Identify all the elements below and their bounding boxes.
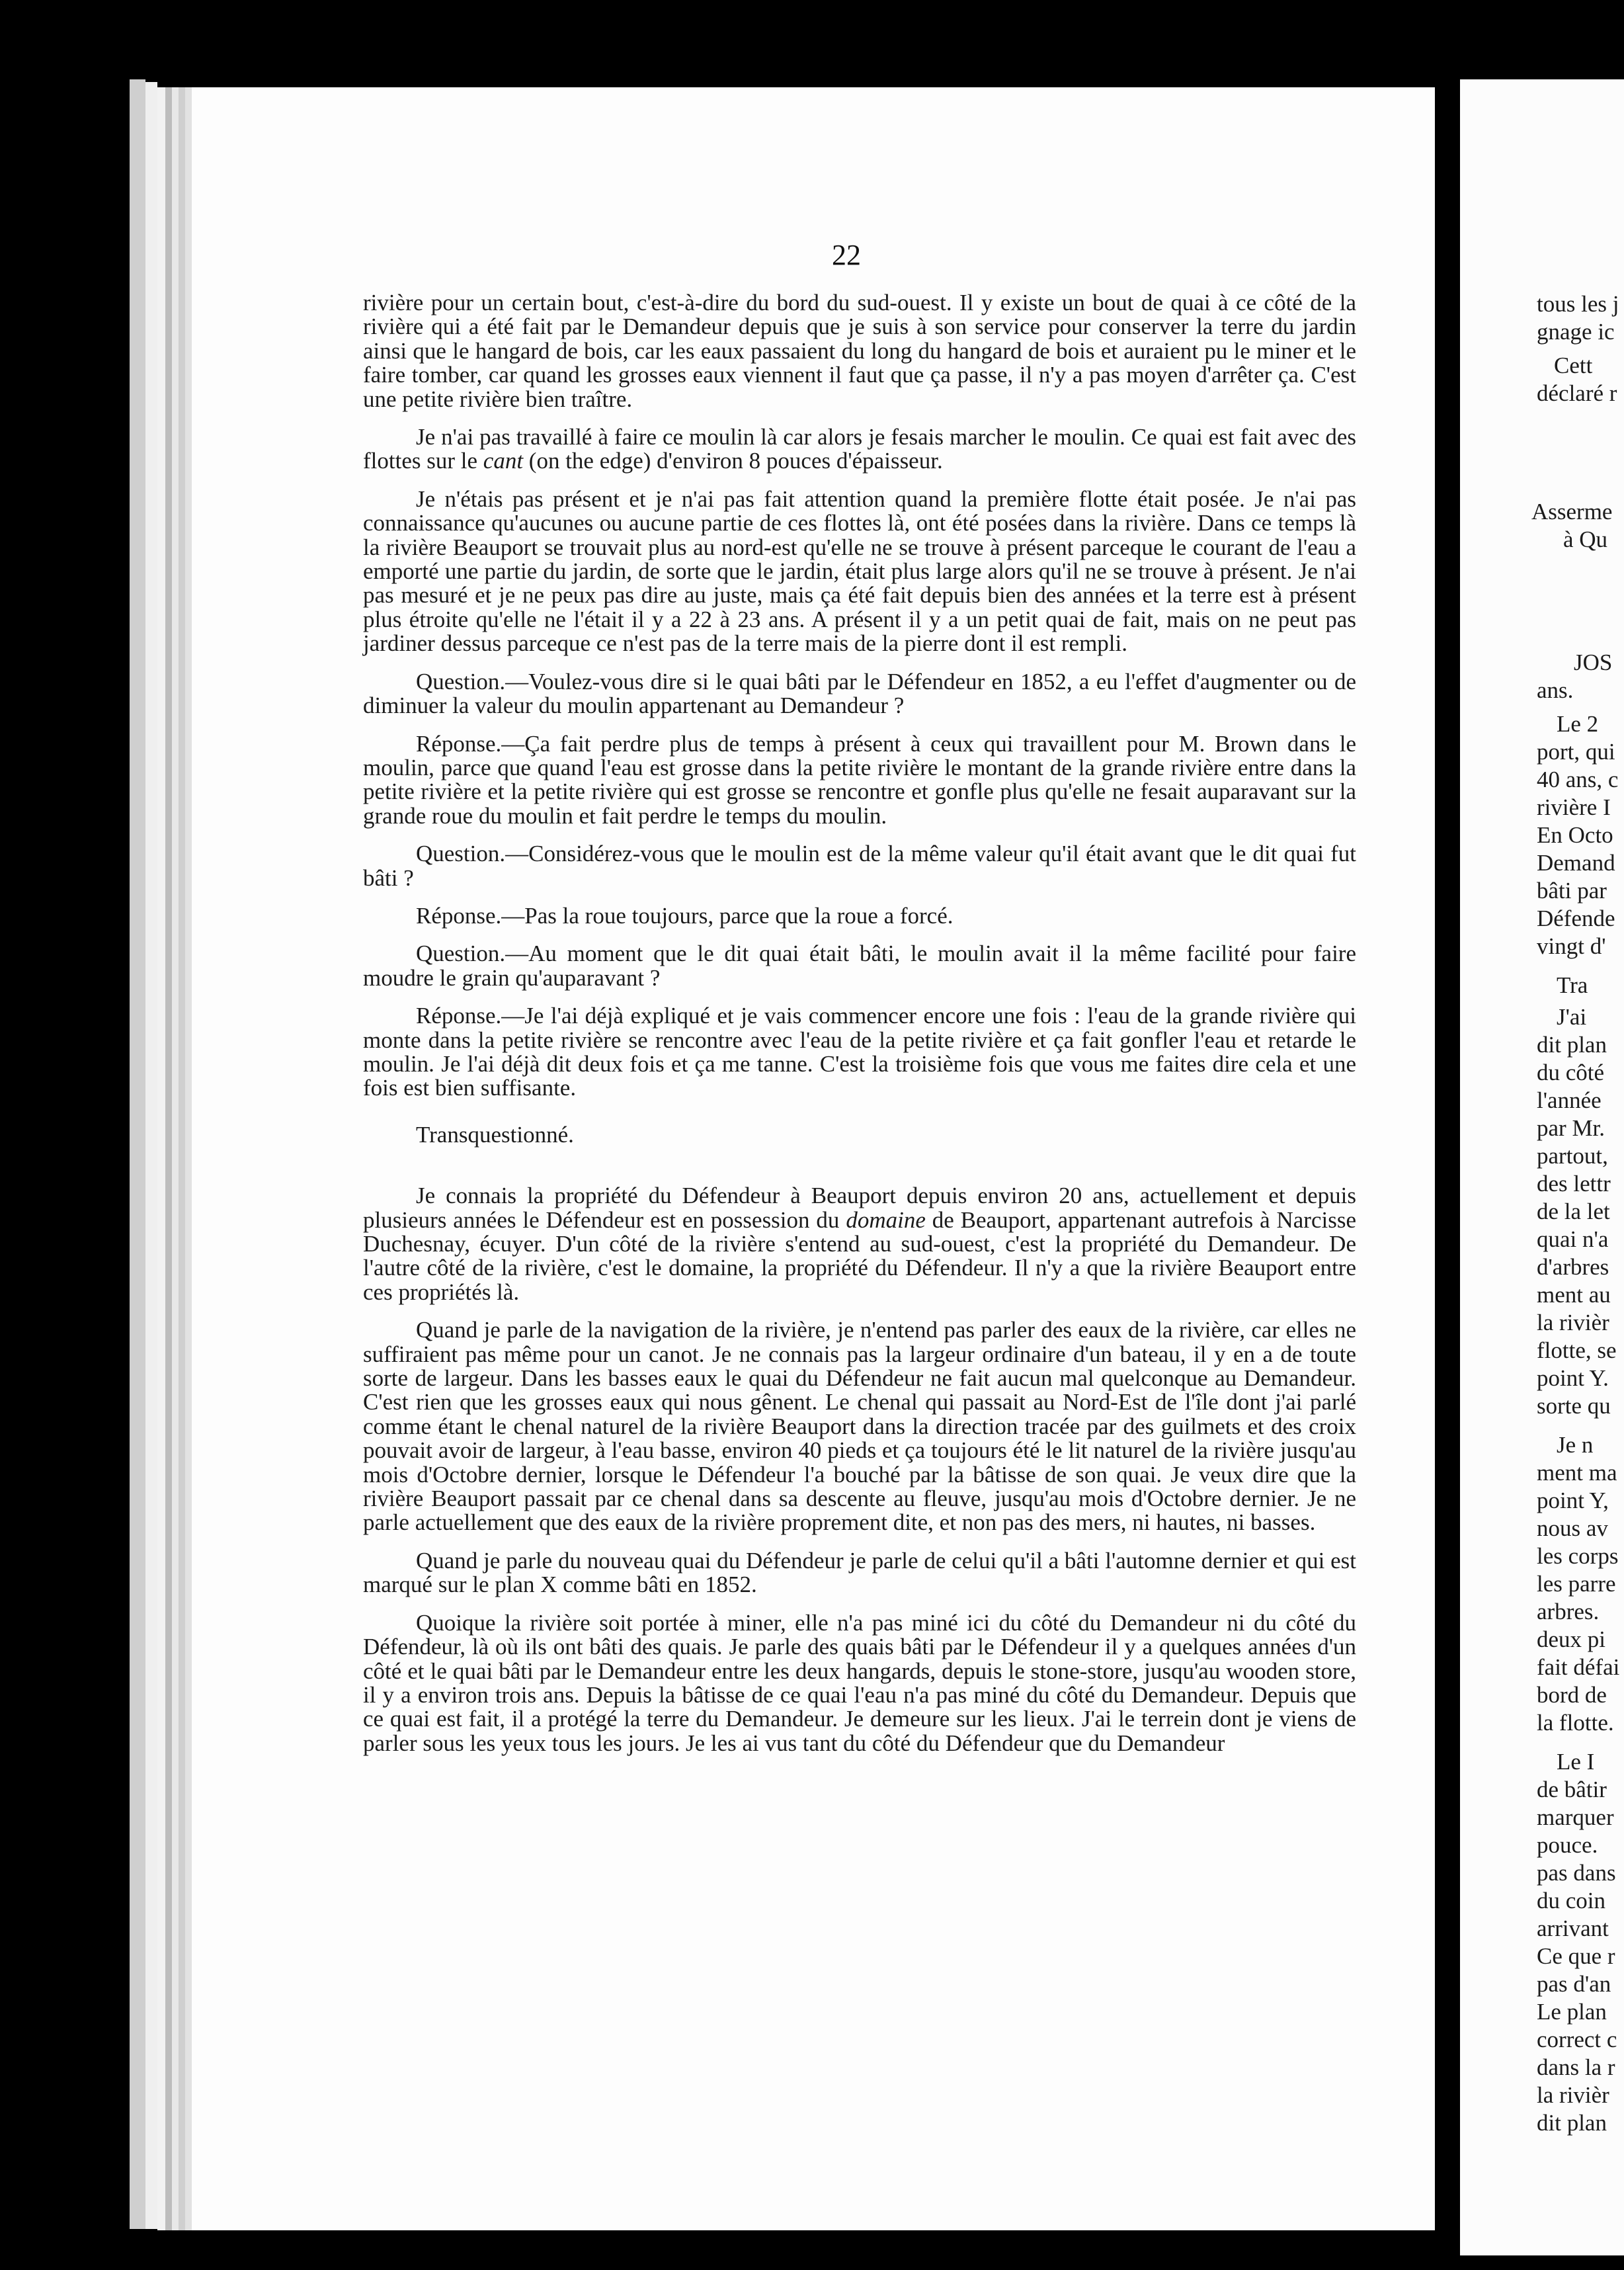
paragraph: Quand je parle de la navigation de la rivière, je n'entend pas parler des eaux de la rivière, car elles ne suffiraient pas même pour un canot. Je ne connais pas la largeur ordinaire d'un bateau, il y en a de toute sorte de largeur. Dans les basses eaux le quai du Défendeur ne fait aucun mal quelconque au Demandeur. C'est rien que les grosses eaux qui nous gênent. Le chenal qui passait au Nord-Est de l'île dont j'ai parlé comme étant le chenal naturel de la rivière Beauport dans la direction tracée par des guilmets et des croix pouvait avoir de largeur, à l'eau basse, environ 40 pieds et ça toujours été le lit naturel de la rivière jusqu'au mois d'Octobre dernier, lorsque le Défendeur l'a bouché par la bâtisse de son quai. Je veux dire que la rivière Beauport passait par ce chenal dans sa descente au fleuve, jusqu'au mois d'Octobre dernier. Je ne parle actuellement que des eaux de la rivière proprement dite, et non pas des mers, ni hautes, ni basses. [363,1317,1356,1536]
right-page-line: Ce que r [1537,1943,1615,1969]
right-page-line: tous les j [1537,291,1619,317]
paragraph [363,425,1356,474]
paragraph: rivière pour un certain bout, c'est-à-dire du bord du sud-ouest. Il y existe un bout de quai à ce côté de la rivière qui a été fait par le Demandeur depuis que je suis à son service pour conserver la terre du jardin ainsi que le hangard de bois, car les eaux passaient du long du hangard de bois et auraient pu le miner et le faire tomber, car quand les grosses eaux viennent il faut que ça passe, il n'y a pas moyen d'arrêter ça. C'est une petite rivière bien traître. [363,290,1356,412]
right-page-line: les parre [1537,1571,1616,1597]
right-page-line: pouce. [1537,1832,1598,1858]
right-page-line: d'arbres [1537,1254,1609,1280]
body-text [363,291,1356,1769]
right-page-line: dans la r [1537,2054,1615,2080]
right-page-line: sorte qu [1537,1393,1611,1419]
right-page-line: par Mr. [1537,1115,1605,1141]
right-page-line: du coin [1537,1888,1606,1913]
paragraph: Quand je parle du nouveau quai du Défendeur je parle de celui qu'il a bâti l'automne dernier et qui est marqué sur le plan X comme bâti en 1852. [363,1547,1356,1598]
right-page-line: partout, [1537,1143,1608,1169]
paragraph: Question.—Au moment que le dit quai était bâti, le moulin avait il la même facilité pour faire moudre le grain qu'auparavant ? [363,941,1356,991]
right-page-line: pas dans [1537,1860,1616,1886]
right-page-line: arrivant [1537,1915,1609,1941]
right-page-line: En Octo [1537,822,1613,848]
right-page-line: Le I [1557,1749,1595,1775]
right-page-line: Tra [1557,972,1588,998]
paragraph: Quoique la rivière soit portée à miner, elle n'a pas miné ici du côté du Demandeur ni du côté du Défendeur, là où ils ont bâti des quais. Je parle des quais bâti par le Défendeur il y a quelques années d'un côté et le quai bâti par le Demandeur entre les deux hangards, depuis le stone-store, jusqu'au wooden store, il y a environ trois ans. Depuis la bâtisse de ce quai l'eau n'a pas miné du côté du Demandeur. Depuis que ce quai est fait, il a protégé la terre du Demandeur. Je demeure sur les lieux. J'ai le terrein dont je viens de parler sous les yeux tous les jours. Je les ai vus tant du côté du Défendeur que du Demandeur [363,1609,1356,1756]
right-page-line: Asserme [1531,499,1613,525]
paragraph [363,1184,1356,1304]
paragraph-text: Je n'ai pas travaillé à faire ce moulin là car alors je fesais marcher le moulin. Ce quai est fait avec des flottes sur le cant (on the edge) d'environ 8 pouces d'épaisseur. [363,424,1356,474]
right-page-line: la flotte. [1537,1710,1614,1736]
right-page-line: des lettr [1537,1171,1611,1197]
right-page-line: déclaré r [1537,380,1617,406]
right-page-line: bord de [1537,1682,1607,1708]
right-page-line: Cett [1554,353,1593,378]
right-page-line: ment au [1537,1282,1611,1308]
right-page-line: arbres. [1537,1599,1600,1624]
right-page-line: correct c [1537,2027,1617,2052]
right-page-line: l'année [1537,1087,1602,1113]
right-page-line: dit plan [1537,2110,1607,2136]
right-page-line: ment ma [1537,1460,1617,1486]
right-page-line: JOS [1574,650,1613,675]
right-page-line: flotte, se [1537,1337,1617,1363]
paragraph: Question.—Considérez-vous que le moulin est de la même valeur qu'il était avant que le dit quai fut bâti ? [363,841,1356,891]
right-page-line: marquer [1537,1804,1614,1830]
right-page-line: vingt d' [1537,933,1606,959]
paragraph: Réponse.—Pas la roue toujours, parce que la roue a forcé. [416,902,954,929]
right-page-line: ans. [1537,677,1574,703]
right-page-line: fait défai [1537,1654,1620,1680]
italic-term: cant [483,448,524,474]
right-page-line: de la let [1537,1198,1610,1224]
paragraph: Réponse.—Ça fait perdre plus de temps à présent à ceux qui travaillent pour M. Brown dans le moulin, parce que quand l'eau est grosse dans la petite rivière le montant de la grande rivière entre dans la petite rivière et la petite rivière qui est grosse se rencontre et gonfle plus qu'elle ne fesait auparavant sur la grande roue du moulin et fait perdre le temps du moulin. [363,730,1356,829]
right-page-line: port, qui [1537,739,1615,765]
right-page-line: quai n'a [1537,1226,1609,1252]
section-heading: Transquestionné. [416,1121,574,1148]
right-page-line: les corps [1537,1543,1619,1569]
right-page-line: du côté [1537,1060,1605,1085]
right-page-line: Le 2 [1557,711,1599,737]
right-page-line: Demand [1537,850,1615,876]
right-page-line: la rivièr [1537,1310,1609,1335]
page-number: 22 [832,239,861,271]
right-page-line: 40 ans, c [1537,767,1619,792]
right-page-line: à Qu [1563,526,1608,552]
right-page-line: deux pi [1537,1626,1606,1652]
right-page-line: dit plan [1537,1032,1607,1058]
paragraph: Réponse.—Je l'ai déjà expliqué et je vais commencer encore une fois : l'eau de la grande rivière qui monte dans la petite rivière se rencontre avec l'eau de la petite rivière et ça fait gonfler l'eau et retarde le moulin. Je l'ai déjà dit deux fois et ça me tanne. C'est la troisième fois que vous me faites dire cela et une fois est bien suffisante. [363,1003,1356,1101]
paragraph-text: Je connais la propriété du Défendeur à Beauport depuis environ 20 ans, actuellement et depuis plusieurs années le Défendeur est en possession du domaine de Beauport, appartenant autrefois à Narcisse Duchesnay, écuyer. D'un côté de la rivière s'entend au sud-ouest, c'est la propriété du Demandeur. De l'autre côté de la rivière, c'est le domaine, la propriété du Défendeur. Il n'y a que la rivière Beauport entre ces propriétés là. [363,1183,1356,1305]
right-page-line: bâti par [1537,878,1607,904]
right-page-line: Défende [1537,905,1615,931]
right-page-line: rivière I [1537,794,1611,820]
right-page-line: nous av [1537,1515,1608,1541]
right-page-line: Le plan [1537,1999,1607,2025]
right-page-line: point Y, [1537,1488,1609,1513]
right-page-line: point Y. [1537,1365,1609,1391]
right-page-line: pas d'an [1537,1971,1611,1997]
right-page-line: de bâtir [1537,1777,1607,1802]
right-page [1460,79,1624,2255]
binding-edge [145,82,157,2229]
right-page-line: J'ai [1557,1004,1587,1030]
right-page-line: gnage ic [1537,319,1615,345]
binding-edge [130,79,145,2229]
right-page-line: Je n [1557,1432,1594,1458]
right-page-line: la rivièr [1537,2082,1609,2108]
italic-term: domaine [846,1206,926,1233]
paragraph: Je n'étais pas présent et je n'ai pas fait attention quand la première flotte était posée. Je n'ai pas connaissance qu'aucunes ou aucune partie de ces flottes là, ont été posées dans la rivière. Dans ce temps là la rivière Beauport se trouvait plus au nord-est qu'elle ne se trouve à présent parceque le courant de l'eau a emporté une partie du jardin, de sorte que le jardin, était plus large alors qu'il ne se trouve à présent. Je n'ai pas mesuré et je ne peux pas dire au juste, mais ça été fait depuis bien des années et la terre est à présent plus étroite qu'elle ne l'était il y a 22 à 23 ans. A présent il y a un petit quai de fait, mais on ne peut pas jardiner dessus parceque ce n'est pas de la terre mais de la pierre dont il est rempli. [363,485,1356,657]
paragraph: Question.—Voulez-vous dire si le quai bâti par le Défendeur en 1852, a eu l'effet d'augmenter ou de diminuer la valeur du moulin appartenant au Demandeur ? [363,668,1356,719]
